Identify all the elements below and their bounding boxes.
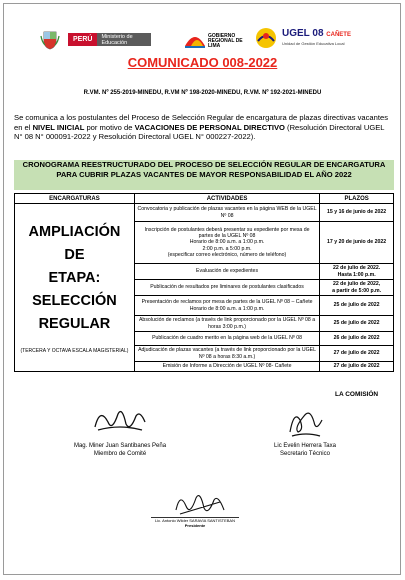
signature-president-name: Lic. Antonio Wilder SARAVIA SANTISTEBAN xyxy=(151,517,239,523)
table-body xyxy=(15,204,394,372)
header-plazos: PLAZOS xyxy=(320,194,394,204)
signature-left-block xyxy=(55,402,185,458)
ministerio-label: Ministerio de Educación xyxy=(97,33,151,46)
intro-bold-nivel: NIVEL INICIAL xyxy=(32,122,85,132)
ugel-number: UGEL 08 xyxy=(282,28,324,39)
intro-text-1: Se comunica a los postulantes del Proceso de Selección Regular de encargatura de plazas directivas vacantes en el xyxy=(14,113,388,132)
activity-cell: Convocatoria y publicación de plazas vacantes en la página WEB de la UGEL Nº 08 xyxy=(134,204,319,222)
plazo-cell: 27 de julio de 2022 xyxy=(320,362,394,372)
signature-president-icon xyxy=(170,488,230,520)
header-encargaturas: ENCARGATURAS xyxy=(15,194,135,204)
encargatura-title xyxy=(15,221,134,336)
minedu-logo xyxy=(68,33,151,46)
comision-label: LA COMISIÓN xyxy=(335,391,379,398)
activity-cell: Emisión de Informe a Dirección de UGEL Nº 08- Cañete xyxy=(134,362,319,372)
table-row xyxy=(15,204,394,222)
intro-paragraph xyxy=(14,113,394,142)
encargatura-word: AMPLIACIÓN xyxy=(28,224,121,240)
activity-cell: Evaluación de expedientes xyxy=(134,264,319,280)
signature-right-icon xyxy=(280,402,330,442)
header-actividades: ACTIVIDADES xyxy=(134,194,319,204)
encargatura-word: ETAPA: xyxy=(48,270,101,286)
activity-cell: Publicación de cuadro merito en la página web de la UGEL Nº 08 xyxy=(134,332,319,346)
gobierno-regional-label: GOBIERNO REGIONAL DE LIMA xyxy=(208,33,243,49)
encargatura-word: REGULAR xyxy=(38,316,111,332)
plazo-cell: 22 de julio de 2022. Hasta 1:00 p.m. xyxy=(320,264,394,280)
signature-president-role: Presidente xyxy=(184,523,206,528)
rvm-reference: R.VM. Nº 255-2019-MINEDU, R.VM Nº 198-2020-MINEDU, R.VM. Nº 192-2021-MINEDU xyxy=(83,90,322,96)
signature-right-block xyxy=(245,402,365,458)
peru-coat-of-arms-icon xyxy=(40,30,60,50)
peru-label: PERÚ xyxy=(68,33,97,46)
plazo-cell: 27 de julio de 2022 xyxy=(320,346,394,362)
intro-bold-motivo: VACACIONES DE PERSONAL DIRECTIVO xyxy=(134,122,285,132)
activity-cell: Inscripción de postulantes deberá presentar su expediente por mesa de partes de la UGEL Nº 08 Horario de 8:00 a.m. a 1:00 p.m. 2:00 p.m. a 5:00 p.m. (especificar correo electrónico, número de teléfono) xyxy=(134,222,319,264)
intro-text-2: por motivo de xyxy=(84,122,135,132)
schedule-table xyxy=(14,193,394,372)
plazo-cell: 22 de julio de 2022, a partir de 5:00 p.m. xyxy=(320,280,394,296)
signature-left-name: Mag. Miner Juan Santibanes Peña xyxy=(73,443,167,449)
encargatura-word: DE xyxy=(64,247,85,263)
ugel-city: CAÑETE xyxy=(326,32,351,38)
ugel-subtitle: Unidad de Gestión Educativa Local xyxy=(282,41,345,46)
ugel-logo-icon xyxy=(254,27,278,49)
encargatura-word: SELECCIÓN xyxy=(32,293,117,309)
activity-cell: Adjudicación de plazas vacantes (a través de link proporcionado por la UGEL Nº 08 a horas 8:30 a.m.) xyxy=(134,346,319,362)
signature-left-icon xyxy=(90,402,150,442)
plazo-cell: 25 de julio de 2022 xyxy=(320,316,394,332)
activity-cell: Publicación de resultados pre liminares de postulantes clasificados xyxy=(134,280,319,296)
cronograma-heading: CRONOGRAMA REESTRUCTURADO DEL PROCESO DE SELECCIÓN REGULAR DE ENCARGATURA PARA CUBRIR PLAZAS VACANTES DE MAYOR RESPONSABILIDAD EL AÑO 2022 xyxy=(14,160,394,190)
plazo-cell: 25 de julio de 2022 xyxy=(320,296,394,316)
encargatura-cell xyxy=(15,204,135,372)
comunicado-title: COMUNICADO 008-2022 xyxy=(127,55,278,70)
ugel-title xyxy=(282,28,351,39)
table-header-row xyxy=(15,194,394,204)
activity-cell: Absolución de reclamos (a través de link proporcionado por la UGEL Nº 08 a horas 3:00 p.m.) xyxy=(134,316,319,332)
signature-president-block xyxy=(120,517,270,528)
activity-cell: Presentación de reclamos por mesa de partes de la UGEL Nº 08 – Cañete Horario de 8:00 a.m. a 1:00 p.m. xyxy=(134,296,319,316)
signature-right-role: Secretario Técnico xyxy=(280,451,330,457)
plazo-cell: 15 y 16 de junio de 2022 xyxy=(320,204,394,222)
intro-text-3: (Resolución Directoral UGEL N° 08 N° 000091-2022 y Resolución Directoral UGEL N° 000227-2022). xyxy=(14,122,385,141)
signature-right-name: Lic Evelin Herrera Taxa xyxy=(274,443,336,449)
encargatura-note: (TERCERA Y OCTAVA ESCALA MAGISTERIAL) xyxy=(20,348,129,354)
plazo-cell: 26 de julio de 2022 xyxy=(320,332,394,346)
signature-left-role: Miembro de Comité xyxy=(93,451,147,457)
plazo-cell: 17 y 20 de junio de 2022 xyxy=(320,222,394,264)
